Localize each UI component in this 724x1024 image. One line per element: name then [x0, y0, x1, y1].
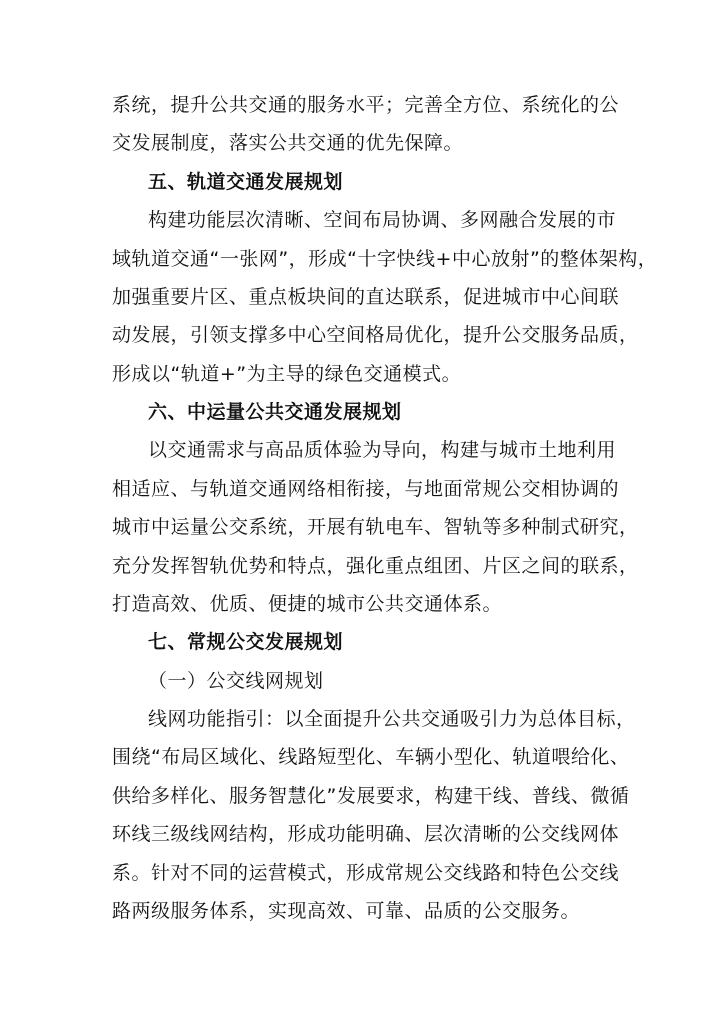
paragraph-line: 路两级服务体系，实现高效、可靠、品质的公交服务。 [112, 900, 581, 922]
paragraph-line: 域轨道交通“一张网”，形成“十字快线+中心放射”的整体架构， [112, 248, 658, 270]
paragraph-line: 相适应、与轨道交通网络相衔接，与地面常规公交相协调的 [112, 478, 620, 500]
paragraph-line: 充分发挥智轨优势和特点，强化重点组团、片区之间的联系， [112, 555, 639, 577]
paragraph-line: 以交通需求与高品质体验为导向，构建与城市土地利用 [148, 439, 617, 461]
paragraph-line: 供给多样化、服务智慧化”发展要求，构建干线、普线、微循 [112, 785, 630, 807]
paragraph-line: 动发展，引领支撑多中心空间格局优化，提升公交服务品质， [112, 324, 639, 346]
paragraph-line: 形成以“轨道+”为主导的绿色交通模式。 [112, 363, 462, 385]
paragraph-line: 系。针对不同的运营模式，形成常规公交线路和特色公交线 [112, 862, 620, 884]
paragraph-line: 构建功能层次清晰、空间布局协调、多网融合发展的市 [148, 209, 617, 231]
paragraph-line: 系统，提升公共交通的服务水平；完善全方位、系统化的公 [112, 94, 620, 116]
paragraph-line: 环线三级线网结构，形成功能明确、层次清晰的公交线网体 [112, 823, 620, 845]
subsection-heading-bus-network: （一）公交线网规划 [148, 670, 324, 692]
paragraph-line: 围绕“布局区域化、线路短型化、车辆小型化、轨道喂给化、 [112, 746, 630, 768]
paragraph-line: 线网功能指引：以全面提升公共交通吸引力为总体目标， [148, 708, 636, 730]
paragraph-line: 打造高效、优质、便捷的城市公共交通体系。 [112, 593, 503, 615]
section-heading-rail-transit: 五、轨道交通发展规划 [148, 171, 344, 193]
section-heading-medium-capacity: 六、中运量公共交通发展规划 [148, 401, 402, 423]
paragraph-line: 交发展制度，落实公共交通的优先保障。 [112, 132, 464, 154]
paragraph-line: 加强重要片区、重点板块间的直达联系，促进城市中心间联 [112, 286, 620, 308]
paragraph-line: 城市中运量公交系统，开展有轨电车、智轨等多种制式研究， [112, 516, 639, 538]
section-heading-regular-bus: 七、常规公交发展规划 [148, 631, 344, 653]
